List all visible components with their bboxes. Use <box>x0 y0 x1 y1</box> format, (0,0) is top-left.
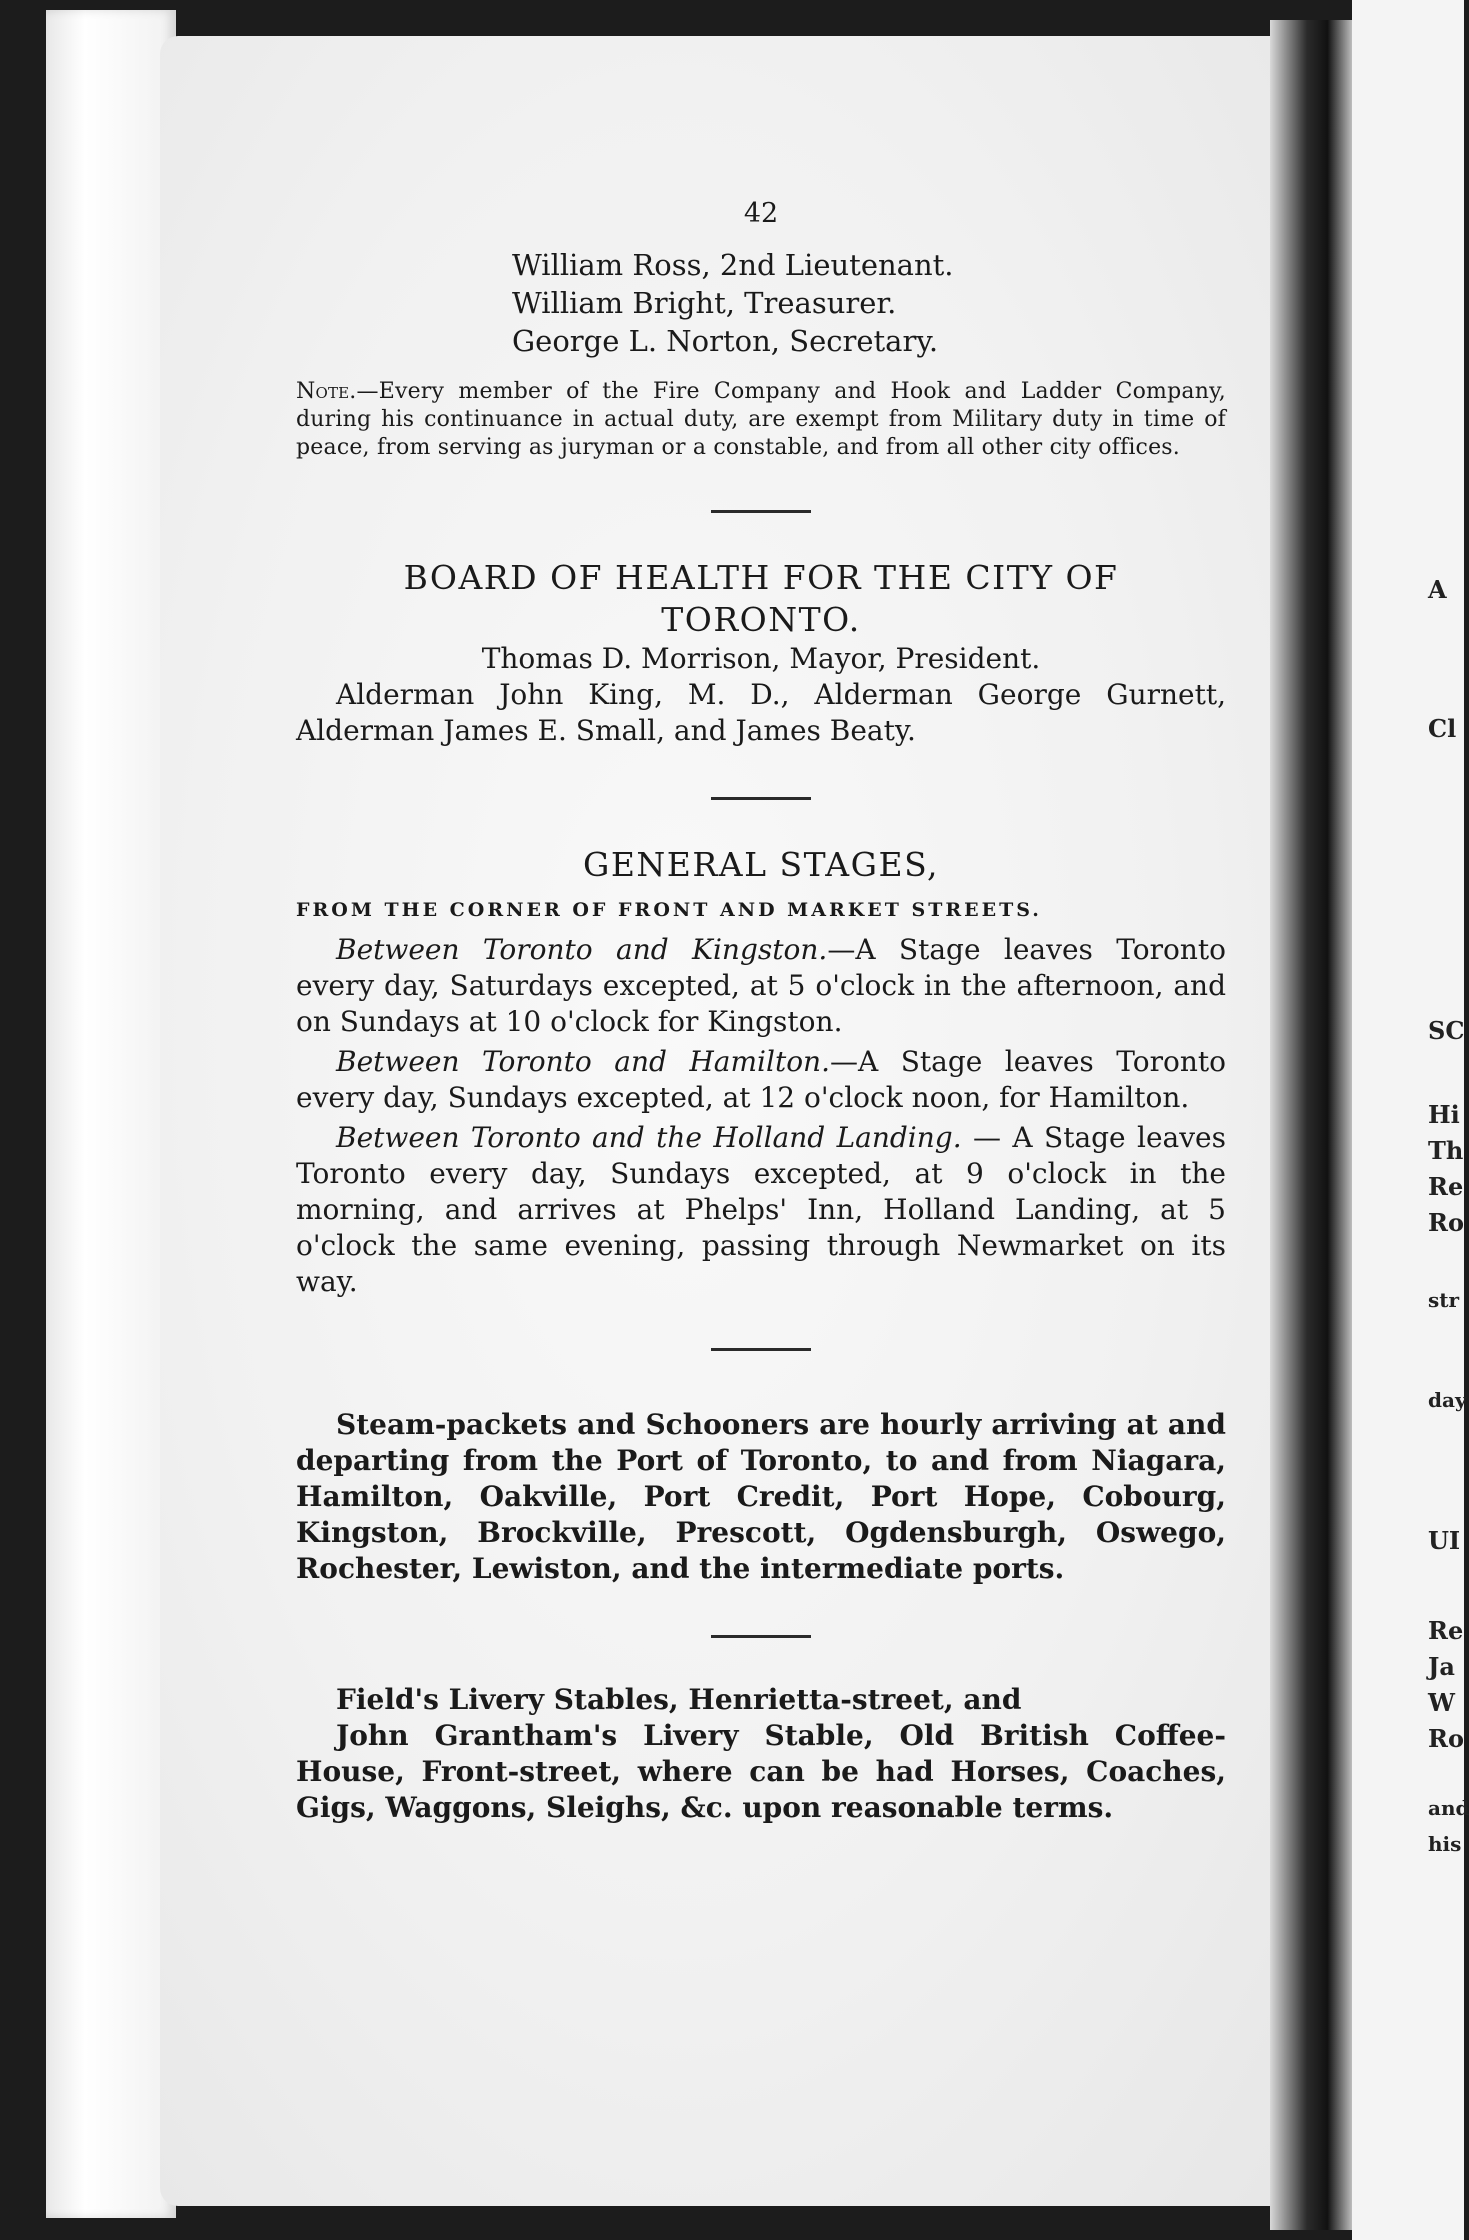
page-content <box>296 196 1226 1826</box>
book-page-edges <box>46 10 176 2218</box>
livery-details: John Grantham's Livery Stable, Old British Coffee-House, Front-street, where can be had Horses, Coaches, Gigs, Waggons, Sleighs, &c. upon reasonable terms. <box>296 1719 1226 1824</box>
general-stages-title: GENERAL STAGES, <box>582 845 939 884</box>
note-text: —Every member of the Fire Company and Hook and Ladder Company, during his continuance in actual duty, are exempt from Military duty in time of peace, from serving as juryman or a constable, and from all other city offices. <box>296 379 1226 460</box>
route-name: Between Toronto and the Holland Landing. <box>336 1121 962 1154</box>
facing-page-fragment: Re <box>1428 1172 1464 1201</box>
facing-page-fragment: A <box>1428 575 1447 604</box>
board-members: Alderman John King, M. D., Alderman George Gurnett, Alderman James E. Small, and James Beaty. <box>296 678 1226 747</box>
general-stages-subtitle: FROM THE CORNER OF FRONT AND MARKET STREETS. <box>296 899 1042 921</box>
facing-page-fragment: SC <box>1428 1016 1465 1045</box>
stage-route <box>296 1044 1226 1116</box>
facing-page-fragment: Re <box>1428 1616 1464 1645</box>
facing-page-fragment: Ro <box>1428 1724 1464 1753</box>
board-president: Thomas D. Morrison, Mayor, President. <box>481 642 1041 675</box>
facing-page-fragment: W <box>1428 1688 1455 1717</box>
section-divider <box>711 1635 811 1638</box>
fire-company-officers <box>512 246 1226 360</box>
stage-route <box>296 932 1226 1040</box>
route-text: —A Stage leaves Toronto every day, Saturdays excepted, at 5 o'clock in the afternoon, and on Sundays at 10 o'clock for Kingston. <box>296 933 1226 1038</box>
facing-page-fragment: his <box>1428 1832 1462 1856</box>
facing-page-fragment: Th <box>1428 1136 1464 1165</box>
route-text: — A Stage leaves Toronto every day, Sundays excepted, at 9 o'clock in the morning, and arrives at Phelps' Inn, Holland Landing, at 5 o'clock the same evening, passing through Newmarket on its way. <box>296 1121 1226 1298</box>
officer-line: William Bright, Treasurer. <box>512 286 897 320</box>
note-label: Note. <box>296 379 357 404</box>
board-of-health-section <box>296 557 1226 749</box>
board-of-health-title-city: TORONTO. <box>661 600 861 639</box>
livery-line-1: Field's Livery Stables, Henrietta-street, and <box>336 1683 1022 1716</box>
route-text: —A Stage leaves Toronto every day, Sundays excepted, at 12 o'clock noon, for Hamilton. <box>296 1045 1227 1114</box>
officer-line: George L. Norton, Secretary. <box>512 324 939 358</box>
section-divider <box>711 1348 811 1351</box>
book-gutter <box>1270 20 1352 2230</box>
facing-page-fragment: and <box>1428 1796 1469 1820</box>
facing-page-fragment: str <box>1428 1288 1460 1312</box>
facing-page-fragment: Ro <box>1428 1208 1464 1237</box>
board-of-health-title: BOARD OF HEALTH FOR THE CITY OF <box>403 558 1119 597</box>
route-name: Between Toronto and Hamilton. <box>336 1045 830 1078</box>
general-stages-section <box>296 844 1226 1300</box>
facing-page-fragment: day <box>1428 1388 1467 1412</box>
steam-packets-notice: Steam-packets and Schooners are hourly arriving at and departing from the Port of Toronto, to and from Niagara, Hamilton, Oakville, Port Credit, Port Hope, Cobourg, Kingston, Brockville, Prescott, Ogdensburgh, Oswego, Rochester, Lewiston, and the intermediate ports. <box>296 1408 1226 1585</box>
facing-page-fragment: Ja <box>1428 1652 1455 1681</box>
facing-page-fragment: UI <box>1428 1526 1461 1555</box>
stage-route <box>296 1120 1226 1300</box>
livery-notice <box>296 1682 1226 1826</box>
page-number: 42 <box>743 198 779 229</box>
section-divider <box>711 510 811 513</box>
facing-page-fragment: Hi <box>1428 1100 1460 1129</box>
facing-page-fragment: Cl <box>1428 714 1457 743</box>
route-name: Between Toronto and Kingston. <box>336 933 828 966</box>
officer-line: William Ross, 2nd Lieutenant. <box>512 248 954 282</box>
fire-company-note <box>296 378 1226 462</box>
section-divider <box>711 797 811 800</box>
